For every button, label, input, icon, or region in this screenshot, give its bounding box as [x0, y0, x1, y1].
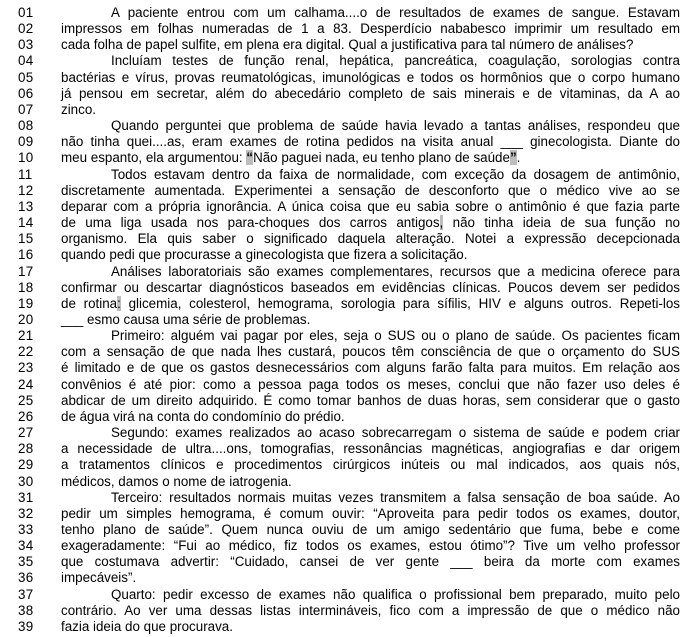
line-text: zinco.	[61, 101, 96, 117]
line-text: convênios é até pior: como a pessoa paga todos os meses, conclui que não fazer uso deles é	[61, 376, 680, 392]
text-line	[18, 522, 680, 538]
line-text: organismo. Ela quis saber o significado daquela alteração. Notei a expressão decepcionada	[61, 231, 680, 247]
line-text: impecáveis”.	[61, 570, 137, 586]
text-line	[18, 70, 680, 86]
line-number: 37	[18, 586, 34, 602]
text-line	[18, 215, 680, 231]
line-text: Primeiro: alguém vai pagar por eles, seja o SUS ou o plano de saúde. Os pacientes ficam	[111, 328, 680, 344]
line-number: 17	[18, 263, 34, 279]
line-text: fazia ideia do que procurava.	[61, 618, 233, 634]
line-text: meu espanto, ela argumentou: “Não paguei nada, eu tenho plano de saúde”.	[61, 150, 521, 166]
line-text: não tinha quei....as, eram exames de rotina pedidos na visita anual ___ ginecologista. Diante do	[61, 134, 680, 150]
text-line	[18, 603, 680, 619]
line-text: pedir um simples hemograma, é comum ouvir: “Aproveita para pedir todos os exames, doutor,	[61, 505, 680, 521]
text-line	[18, 538, 680, 554]
line-number: 03	[18, 37, 34, 53]
line-number: 06	[18, 85, 34, 101]
line-text: impressos em folhas numeradas de 1 a 83. Desperdício nababesco imprimir um resultado em	[61, 21, 680, 37]
line-number: 27	[18, 425, 34, 441]
text-line	[18, 296, 680, 312]
text-line	[18, 441, 680, 457]
line-text: Análises laboratoriais são exames complementares, recursos que a medicina oferece para	[111, 263, 680, 279]
text-line	[18, 150, 680, 166]
text-line	[18, 264, 680, 280]
line-text: a tratamentos clínicos e procedimentos cirúrgicos inúteis ou mal indicados, aos quais nós,	[61, 457, 680, 473]
line-number: 19	[18, 295, 34, 311]
line-number: 22	[18, 344, 34, 360]
line-text: contrário. Ao ver uma dessas listas intermináveis, fico com a impressão de que o médico não	[61, 602, 680, 618]
line-text: discretamente aumentada. Experimentei a sensação de desconforto que o médico vive ao se	[61, 182, 680, 198]
line-number: 36	[18, 570, 34, 586]
text-line	[18, 167, 680, 183]
line-text: tenho plano de saúde”. Quem nunca ouviu de um amigo sedentário que fuma, bebe e come	[61, 522, 680, 537]
line-text: médicos, damos o nome de iatrogenia.	[61, 473, 292, 489]
text-line	[18, 86, 680, 102]
line-number: 14	[18, 215, 34, 231]
line-number: 38	[18, 602, 34, 618]
line-number: 10	[18, 150, 34, 166]
line-number: 26	[18, 408, 34, 424]
line-text: A paciente entrou com um calhama....o de resultados de exames de sangue. Estavam	[111, 5, 680, 20]
line-number: 32	[18, 505, 34, 521]
line-number: 33	[18, 522, 34, 537]
text-line	[18, 457, 680, 473]
highlighted-char: ”	[509, 150, 517, 166]
line-number: 18	[18, 279, 34, 295]
line-text: a necessidade de ultra....ons, tomografias, ressonâncias magnéticas, angiografias e dar origem	[61, 441, 680, 457]
line-number: 34	[18, 538, 34, 554]
line-number: 25	[18, 392, 34, 408]
line-text: Quarto: pedir excesso de exames não qualifica o profissional bem preparado, muito pelo	[111, 586, 680, 602]
line-text: de uma liga usada nos para-choques dos carros antigos, não tinha ideia de sua função no	[61, 215, 680, 231]
text-line	[18, 393, 680, 409]
line-text: de rotina: glicemia, colesterol, hemograma, sorologia para sífilis, HIV e alguns outros. Repeti-los	[61, 295, 680, 311]
line-text: com a sensação de que nada lhes custará, poucos têm consciência de que o orçamento do SUS	[61, 344, 680, 360]
line-text: Terceiro: resultados normais muitas vezes transmitem a falsa sensação de boa saúde. Ao	[111, 489, 680, 505]
text-line	[18, 134, 680, 150]
text-line	[18, 474, 680, 490]
line-number: 05	[18, 69, 34, 85]
text-line	[18, 360, 680, 376]
line-number: 09	[18, 134, 34, 150]
line-number: 12	[18, 182, 34, 198]
text-line	[18, 183, 680, 199]
text-line	[18, 619, 680, 635]
text-line	[18, 53, 680, 69]
text-line	[18, 409, 680, 425]
highlighted-char: ,	[439, 215, 444, 231]
line-number: 04	[18, 53, 34, 69]
text-line	[18, 199, 680, 215]
line-text: bactérias e vírus, provas reumatológicas, imunológicas e todos os hormônios que o corpo humano	[61, 69, 680, 85]
line-text: cada folha de papel sulfite, em plena era digital. Qual a justificativa para tal número de análises?	[61, 37, 634, 53]
line-text: é limitado e de que os gastos desnecessários com alguns farão falta para muitos. Em relação aos	[61, 360, 680, 376]
line-number: 11	[18, 166, 33, 182]
line-text: Todos estavam dentro da faixa de normalidade, com exceção da dosagem de antimônio,	[111, 166, 680, 182]
line-number: 20	[18, 311, 34, 327]
highlighted-char: :	[117, 295, 121, 311]
text-line	[18, 247, 680, 263]
line-number: 16	[18, 247, 34, 263]
text-line	[18, 587, 680, 603]
line-text: Quando perguntei que problema de saúde havia levado a tantas análises, respondeu que	[111, 118, 680, 134]
text-line	[18, 425, 680, 441]
text-line	[18, 102, 680, 118]
text-line	[18, 118, 680, 134]
text-line	[18, 554, 680, 570]
text-line	[18, 570, 680, 586]
line-number: 07	[18, 101, 34, 117]
text-line	[18, 37, 680, 53]
line-text: abdicar de um direito adquirido. É como tomar banhos de duas horas, sem considerar que o gasto	[61, 392, 680, 408]
line-text: confirmar ou descartar diagnósticos baseados em evidências clínicas. Poucos devem ser pedidos	[61, 279, 680, 295]
line-text: exageradamente: “Fui ao médico, fiz todos os exames, estou ótimo”? Tive um velho professor	[61, 538, 680, 554]
highlighted-char: “	[246, 150, 254, 166]
text-line	[18, 280, 680, 296]
text-line	[18, 312, 680, 328]
line-number: 24	[18, 376, 34, 392]
line-number: 08	[18, 118, 34, 134]
text-line	[18, 490, 680, 506]
line-number: 23	[18, 360, 34, 376]
text-line	[18, 506, 680, 522]
line-text: que costumava advertir: “Cuidado, cansei de ver gente ___ beira da morte com exames	[61, 554, 680, 570]
text-line	[18, 21, 680, 37]
text-line	[18, 328, 680, 344]
line-number: 31	[18, 489, 34, 505]
line-number: 01	[18, 5, 34, 20]
line-text: de água virá na conta do condomínio do prédio.	[61, 408, 345, 424]
line-number: 13	[18, 198, 34, 214]
line-number: 30	[18, 473, 34, 489]
line-number: 29	[18, 457, 34, 473]
line-text: quando pedi que procurasse a ginecologista que fizera a solicitação.	[61, 247, 468, 263]
line-text: ___ esmo causa uma série de problemas.	[61, 311, 311, 327]
text-line	[18, 377, 680, 393]
line-number: 02	[18, 21, 34, 37]
line-number: 15	[18, 231, 34, 247]
line-text: deparar com a própria ignorância. A única coisa que eu sabia sobre o antimônio é que fazia parte	[61, 198, 680, 214]
line-number: 28	[18, 441, 34, 457]
line-number: 39	[18, 618, 34, 634]
line-text: Segundo: exames realizados ao acaso sobrecarregam o sistema de saúde e podem criar	[111, 425, 680, 441]
text-line	[18, 5, 680, 21]
line-number: 35	[18, 554, 34, 570]
line-text: Incluíam testes de função renal, hepática, pancreática, coagulação, sorologias contra	[111, 53, 680, 69]
line-number: 21	[18, 328, 34, 344]
line-text: já pensou em secretar, além do abecedário completo de sais minerais e de vitaminas, da A ao	[61, 85, 680, 101]
text-line	[18, 231, 680, 247]
text-line	[18, 344, 680, 360]
